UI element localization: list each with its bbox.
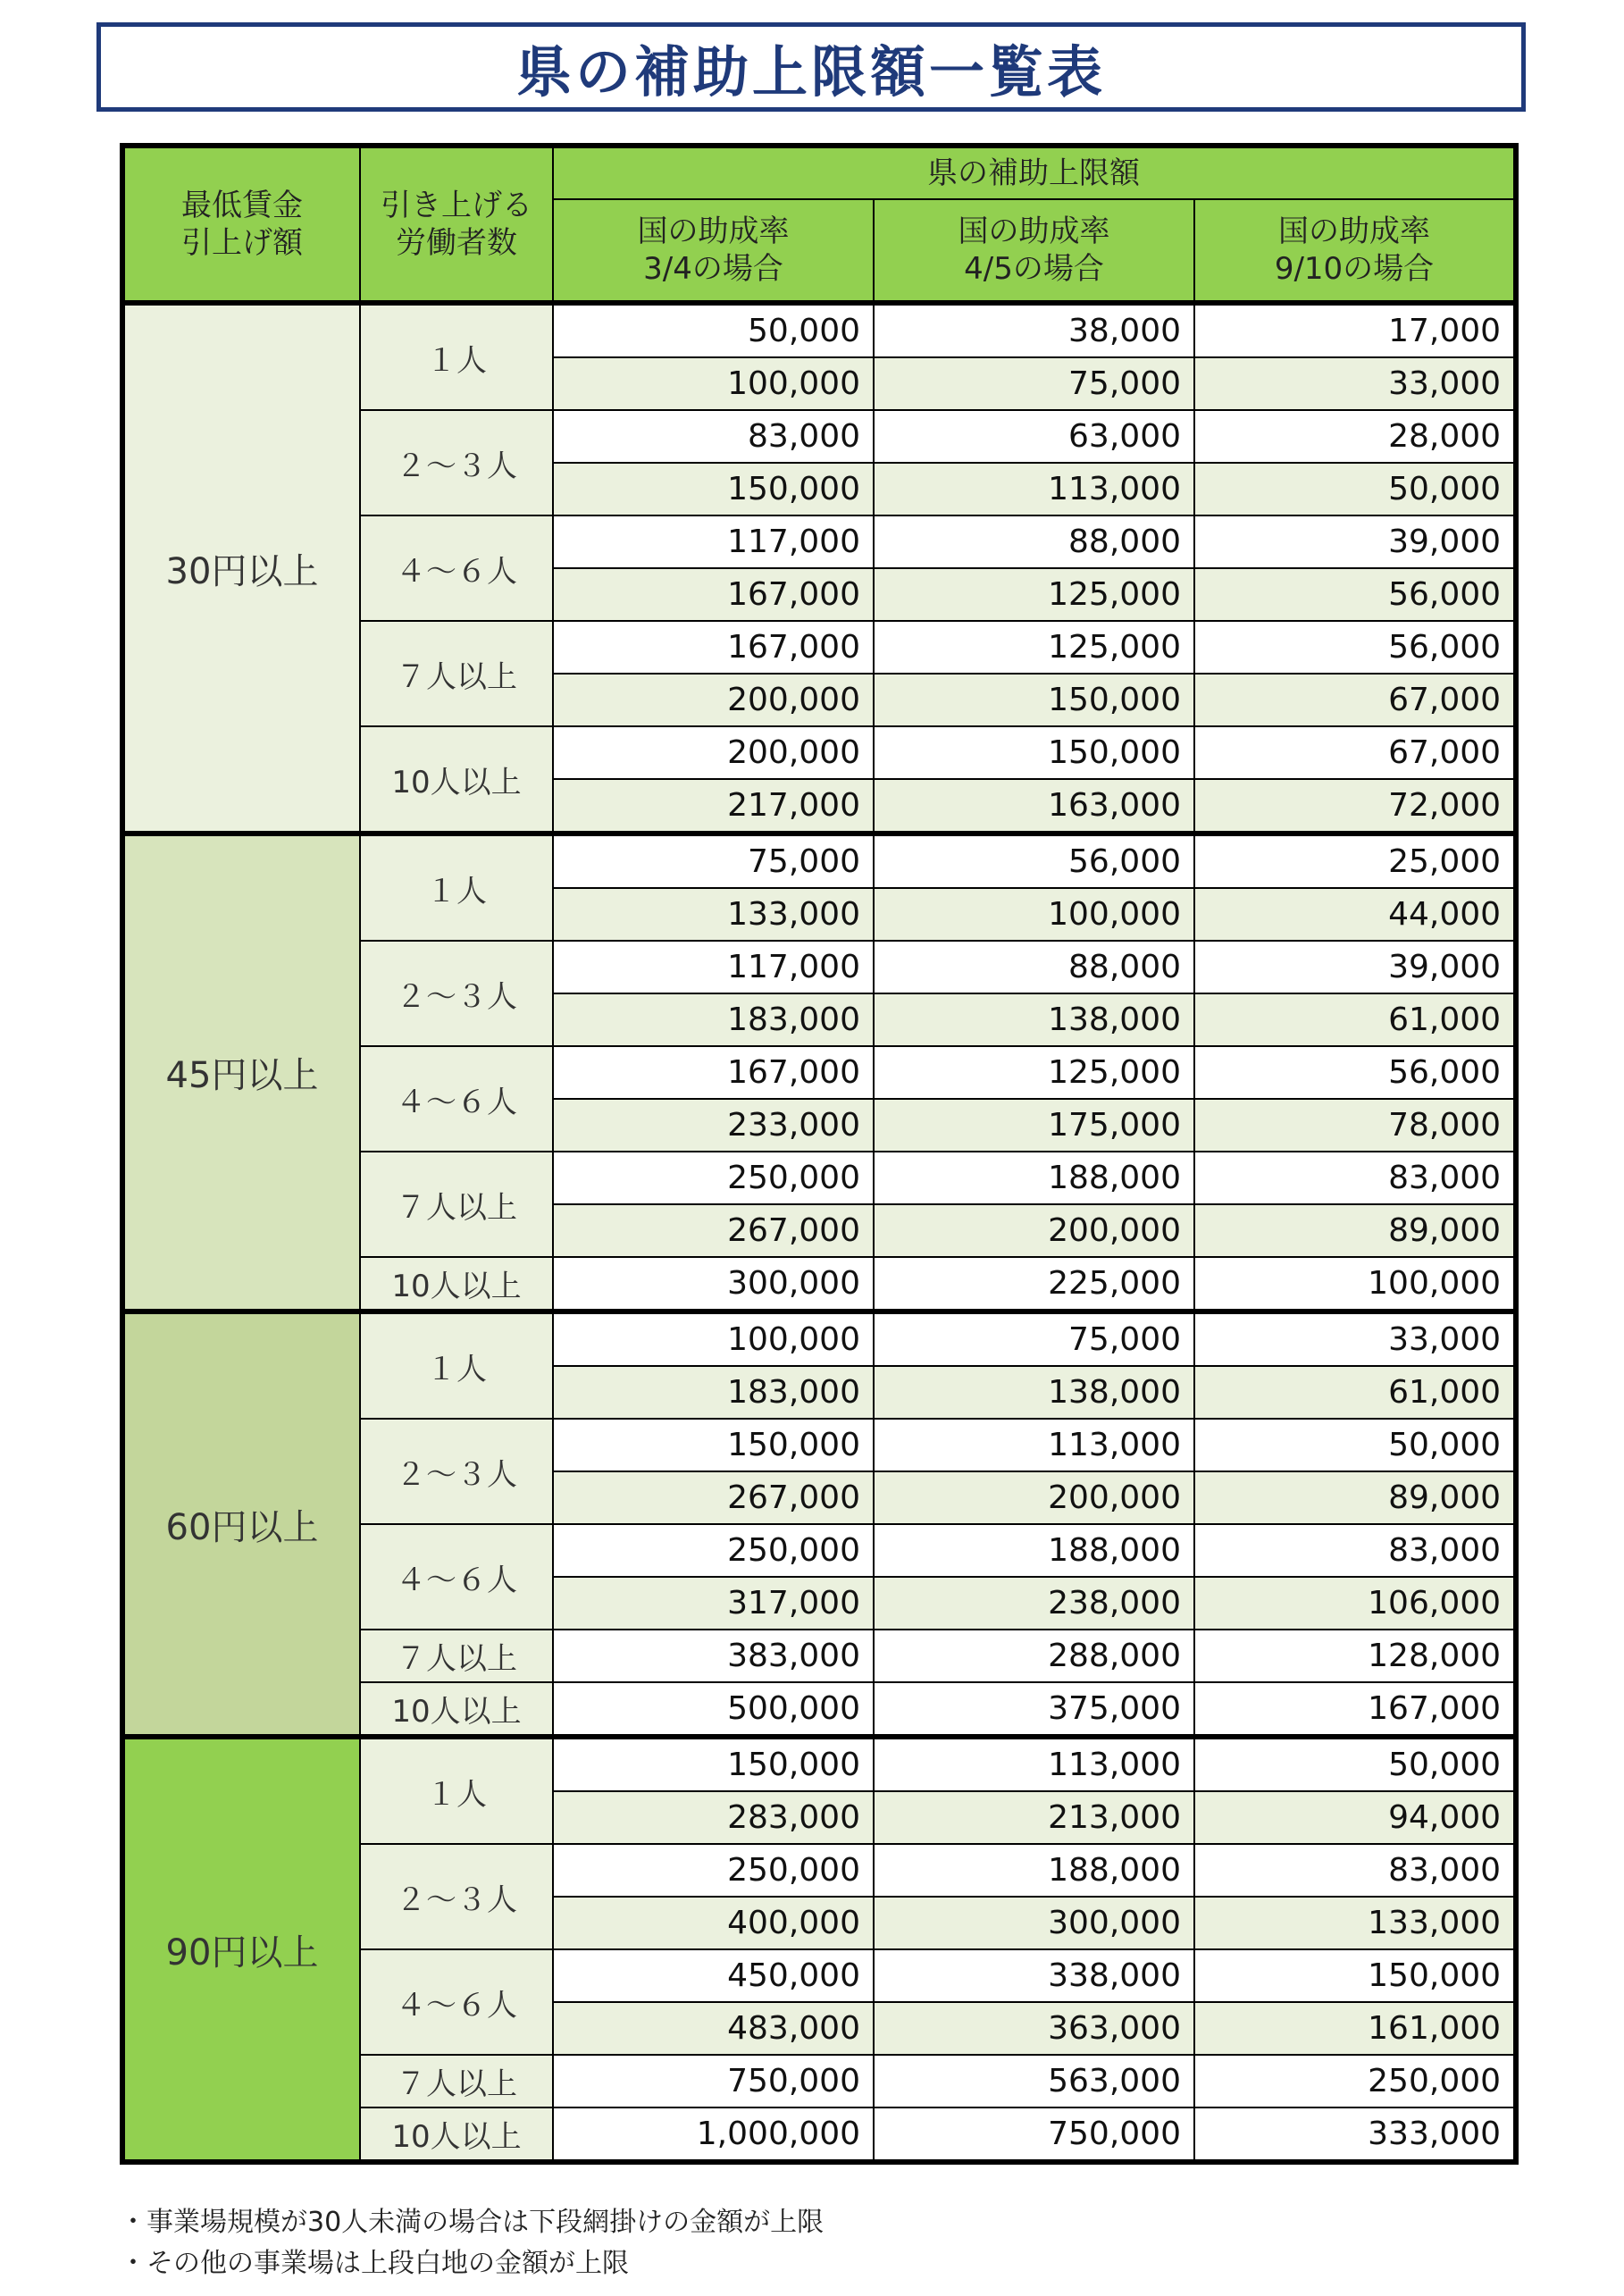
amount-cell: 250,000	[553, 1844, 874, 1897]
amount-cell: 450,000	[553, 1949, 874, 2002]
header-subsidy-limit: 県の補助上限額	[553, 146, 1516, 199]
amount-cell: 183,000	[553, 993, 874, 1046]
amount-cell: 213,000	[874, 1791, 1194, 1844]
amount-cell: 113,000	[874, 1737, 1194, 1791]
subsidy-table	[120, 143, 1519, 2165]
amount-cell: 44,000	[1194, 888, 1516, 941]
amount-cell: 150,000	[1194, 1949, 1516, 2002]
amount-cell: 100,000	[874, 888, 1194, 941]
amount-cell: 56,000	[874, 834, 1194, 888]
wage-increase-cell: 60円以上	[122, 1311, 360, 1737]
amount-cell: 225,000	[874, 1257, 1194, 1311]
amount-cell: 33,000	[1194, 1311, 1516, 1366]
amount-cell: 128,000	[1194, 1630, 1516, 1682]
wage-increase-cell: 90円以上	[122, 1737, 360, 2162]
amount-cell: 125,000	[874, 1046, 1194, 1099]
amount-cell: 61,000	[1194, 993, 1516, 1046]
wage-increase-cell: 45円以上	[122, 834, 360, 1311]
table-row	[122, 1311, 1516, 1366]
amount-cell: 167,000	[1194, 1682, 1516, 1737]
amount-cell: 183,000	[553, 1366, 874, 1419]
amount-cell: 167,000	[553, 1046, 874, 1099]
amount-cell: 200,000	[874, 1204, 1194, 1257]
amount-cell: 375,000	[874, 1682, 1194, 1737]
worker-count-cell: ４～６人	[360, 1524, 553, 1630]
amount-cell: 125,000	[874, 621, 1194, 674]
worker-count-cell: ４～６人	[360, 1046, 553, 1152]
amount-cell: 75,000	[874, 357, 1194, 410]
amount-cell: 317,000	[553, 1577, 874, 1630]
worker-count-cell: ７人以上	[360, 2055, 553, 2107]
amount-cell: 383,000	[553, 1630, 874, 1682]
amount-cell: 1,000,000	[553, 2107, 874, 2162]
worker-count-cell: 10人以上	[360, 1682, 553, 1737]
worker-count-cell: ２～３人	[360, 1844, 553, 1949]
title-box	[96, 22, 1526, 112]
amount-cell: 138,000	[874, 993, 1194, 1046]
amount-cell: 200,000	[874, 1471, 1194, 1524]
amount-cell: 28,000	[1194, 410, 1516, 463]
amount-cell: 150,000	[874, 726, 1194, 779]
amount-cell: 88,000	[874, 941, 1194, 993]
amount-cell: 163,000	[874, 779, 1194, 834]
amount-cell: 39,000	[1194, 941, 1516, 993]
amount-cell: 75,000	[874, 1311, 1194, 1366]
amount-cell: 67,000	[1194, 726, 1516, 779]
table-body	[122, 303, 1516, 2162]
amount-cell: 61,000	[1194, 1366, 1516, 1419]
header-rate-4-5: 国の助成率 4/5の場合	[874, 199, 1194, 303]
worker-count-cell: １人	[360, 303, 553, 410]
page-title: 県の補助上限額一覧表	[515, 38, 1106, 105]
amount-cell: 233,000	[553, 1099, 874, 1152]
amount-cell: 750,000	[874, 2107, 1194, 2162]
amount-cell: 250,000	[553, 1524, 874, 1577]
amount-cell: 267,000	[553, 1204, 874, 1257]
amount-cell: 88,000	[874, 515, 1194, 568]
amount-cell: 363,000	[874, 2002, 1194, 2055]
amount-cell: 338,000	[874, 1949, 1194, 2002]
note-line: ・その他の事業場は上段白地の金額が上限	[120, 2248, 629, 2279]
worker-count-cell: ４～６人	[360, 515, 553, 621]
amount-cell: 67,000	[1194, 674, 1516, 726]
worker-count-cell: ２～３人	[360, 410, 553, 515]
amount-cell: 133,000	[553, 888, 874, 941]
amount-cell: 113,000	[874, 1419, 1194, 1471]
amount-cell: 288,000	[874, 1630, 1194, 1682]
amount-cell: 56,000	[1194, 621, 1516, 674]
amount-cell: 100,000	[553, 1311, 874, 1366]
amount-cell: 94,000	[1194, 1791, 1516, 1844]
notes	[120, 2202, 824, 2284]
amount-cell: 161,000	[1194, 2002, 1516, 2055]
amount-cell: 117,000	[553, 515, 874, 568]
amount-cell: 39,000	[1194, 515, 1516, 568]
worker-count-cell: ４～６人	[360, 1949, 553, 2055]
worker-count-cell: １人	[360, 834, 553, 941]
amount-cell: 78,000	[1194, 1099, 1516, 1152]
amount-cell: 250,000	[1194, 2055, 1516, 2107]
table-row	[122, 303, 1516, 357]
worker-count-cell: ２～３人	[360, 1419, 553, 1524]
amount-cell: 50,000	[553, 303, 874, 357]
worker-count-cell: 10人以上	[360, 1257, 553, 1311]
amount-cell: 83,000	[1194, 1524, 1516, 1577]
amount-cell: 188,000	[874, 1152, 1194, 1204]
table-row	[122, 1737, 1516, 1791]
amount-cell: 167,000	[553, 568, 874, 621]
amount-cell: 25,000	[1194, 834, 1516, 888]
amount-cell: 267,000	[553, 1471, 874, 1524]
amount-cell: 50,000	[1194, 463, 1516, 515]
amount-cell: 125,000	[874, 568, 1194, 621]
amount-cell: 50,000	[1194, 1737, 1516, 1791]
amount-cell: 150,000	[553, 1419, 874, 1471]
amount-cell: 500,000	[553, 1682, 874, 1737]
amount-cell: 283,000	[553, 1791, 874, 1844]
amount-cell: 106,000	[1194, 1577, 1516, 1630]
worker-count-cell: 10人以上	[360, 2107, 553, 2162]
amount-cell: 150,000	[553, 463, 874, 515]
amount-cell: 750,000	[553, 2055, 874, 2107]
amount-cell: 238,000	[874, 1577, 1194, 1630]
amount-cell: 400,000	[553, 1897, 874, 1949]
amount-cell: 175,000	[874, 1099, 1194, 1152]
amount-cell: 200,000	[553, 674, 874, 726]
worker-count-cell: １人	[360, 1737, 553, 1844]
amount-cell: 100,000	[1194, 1257, 1516, 1311]
amount-cell: 17,000	[1194, 303, 1516, 357]
amount-cell: 56,000	[1194, 568, 1516, 621]
amount-cell: 188,000	[874, 1524, 1194, 1577]
amount-cell: 333,000	[1194, 2107, 1516, 2162]
amount-cell: 63,000	[874, 410, 1194, 463]
worker-count-cell: 10人以上	[360, 726, 553, 834]
amount-cell: 38,000	[874, 303, 1194, 357]
wage-increase-cell: 30円以上	[122, 303, 360, 834]
amount-cell: 300,000	[874, 1897, 1194, 1949]
worker-count-cell: ２～３人	[360, 941, 553, 1046]
header-rate-3-4: 国の助成率 3/4の場合	[553, 199, 874, 303]
amount-cell: 200,000	[553, 726, 874, 779]
amount-cell: 150,000	[874, 674, 1194, 726]
header-worker-count: 引き上げる 労働者数	[360, 146, 553, 303]
amount-cell: 167,000	[553, 621, 874, 674]
amount-cell: 72,000	[1194, 779, 1516, 834]
table-row	[122, 834, 1516, 888]
amount-cell: 133,000	[1194, 1897, 1516, 1949]
amount-cell: 150,000	[553, 1737, 874, 1791]
amount-cell: 83,000	[1194, 1844, 1516, 1897]
amount-cell: 100,000	[553, 357, 874, 410]
worker-count-cell: １人	[360, 1311, 553, 1419]
header-wage-increase: 最低賃金 引上げ額	[122, 146, 360, 303]
header-rate-9-10: 国の助成率 9/10の場合	[1194, 199, 1516, 303]
amount-cell: 56,000	[1194, 1046, 1516, 1099]
amount-cell: 89,000	[1194, 1204, 1516, 1257]
amount-cell: 83,000	[1194, 1152, 1516, 1204]
worker-count-cell: ７人以上	[360, 1630, 553, 1682]
amount-cell: 113,000	[874, 463, 1194, 515]
amount-cell: 250,000	[553, 1152, 874, 1204]
amount-cell: 138,000	[874, 1366, 1194, 1419]
amount-cell: 300,000	[553, 1257, 874, 1311]
amount-cell: 117,000	[553, 941, 874, 993]
amount-cell: 75,000	[553, 834, 874, 888]
amount-cell: 83,000	[553, 410, 874, 463]
worker-count-cell: ７人以上	[360, 621, 553, 726]
amount-cell: 33,000	[1194, 357, 1516, 410]
amount-cell: 217,000	[553, 779, 874, 834]
amount-cell: 483,000	[553, 2002, 874, 2055]
worker-count-cell: ７人以上	[360, 1152, 553, 1257]
note-line: ・事業場規模が30人未満の場合は下段網掛けの金額が上限	[120, 2207, 825, 2238]
amount-cell: 563,000	[874, 2055, 1194, 2107]
amount-cell: 89,000	[1194, 1471, 1516, 1524]
amount-cell: 188,000	[874, 1844, 1194, 1897]
amount-cell: 50,000	[1194, 1419, 1516, 1471]
